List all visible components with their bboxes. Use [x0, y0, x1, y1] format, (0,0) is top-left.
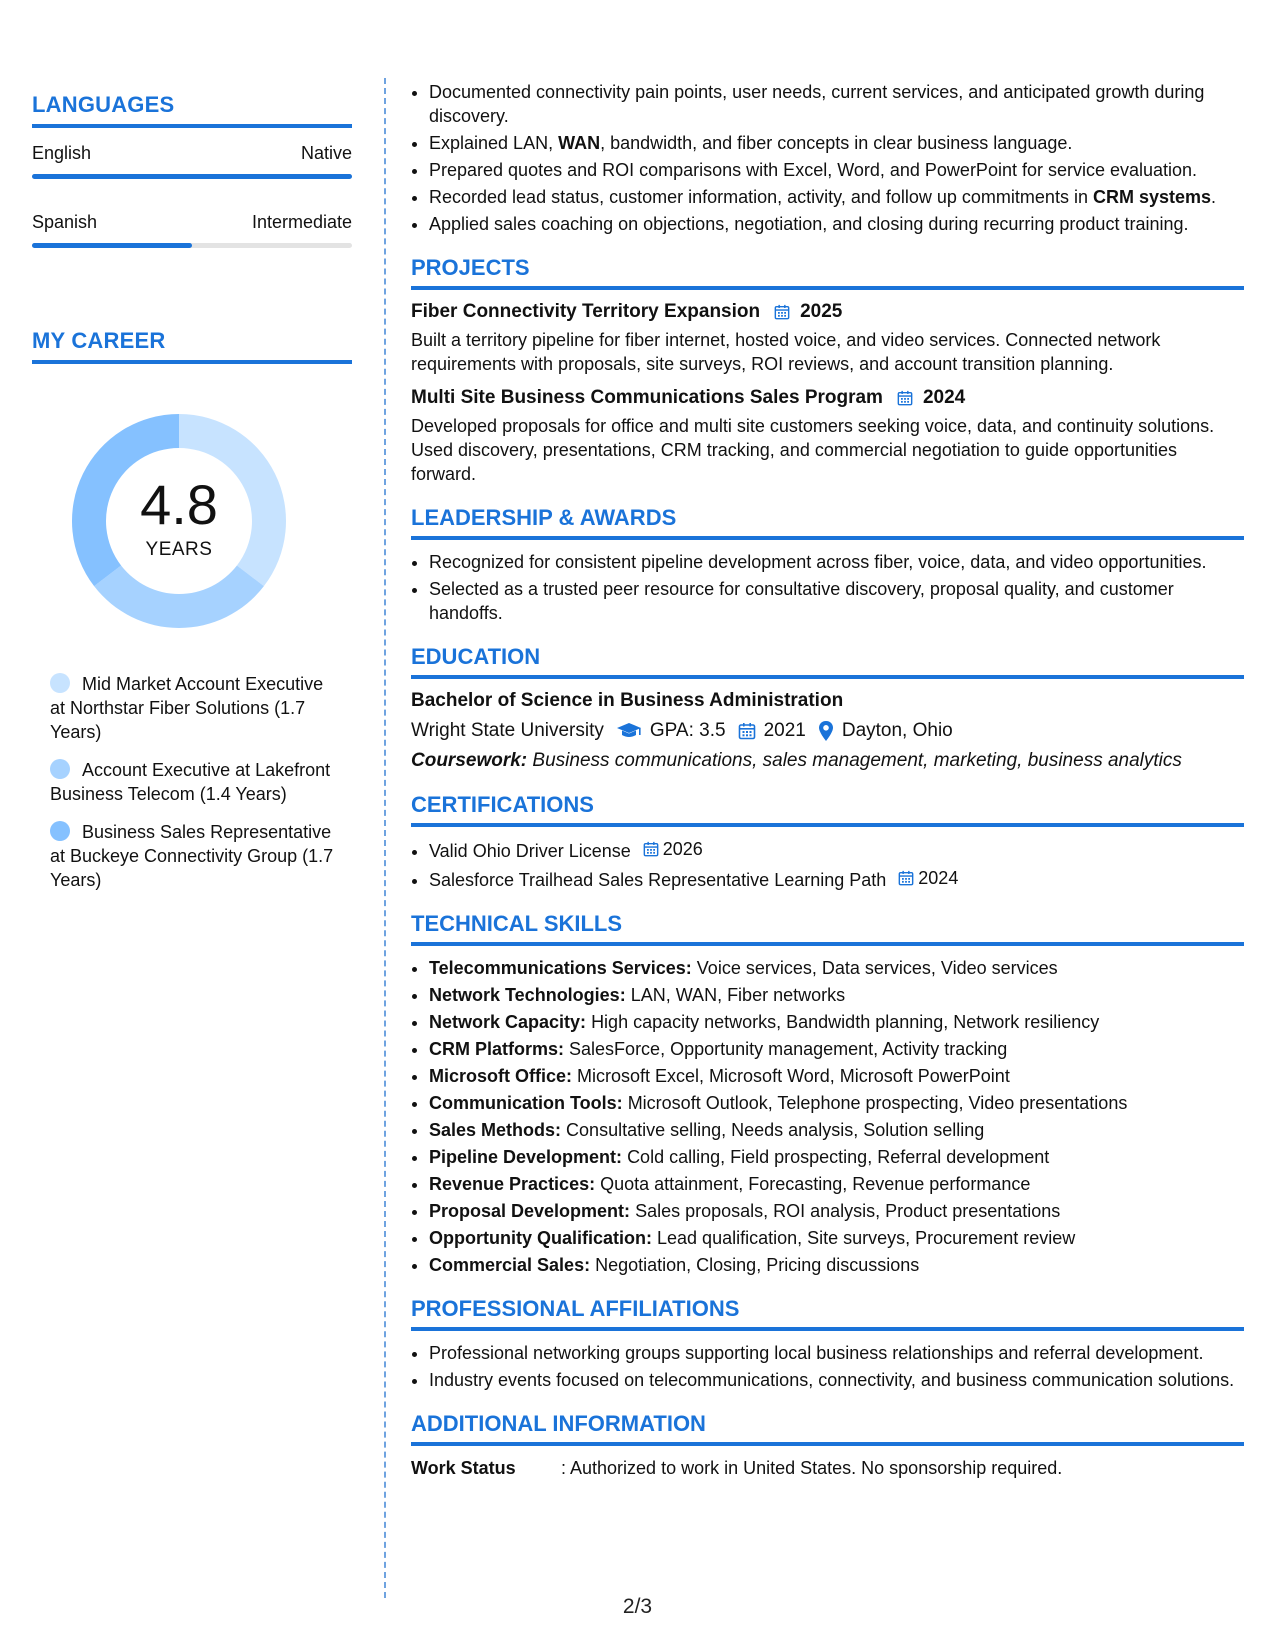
certification-item: [429, 866, 1244, 892]
language-proficiency-fill: [32, 243, 192, 248]
calendar-icon: [898, 870, 914, 886]
career-legend-label: Mid Market Account Executive at Northstar Fiber Solutions (1.7 Years): [50, 674, 324, 742]
affiliations-title: PROFESSIONAL AFFILIATIONS: [411, 1297, 1244, 1331]
certification-year: 2026: [662, 839, 703, 859]
skill-category: Revenue Practices:: [429, 1174, 596, 1194]
skill-category: Sales Methods:: [429, 1120, 562, 1140]
languages-list: [32, 140, 352, 248]
skill-item: [429, 983, 1244, 1007]
graduation-cap-icon: [616, 721, 642, 741]
bullet-text: CRM systems: [1092, 187, 1211, 207]
project-name: Multi Site Business Communications Sales Program: [411, 387, 883, 408]
coursework-text: Business communications, sales management, marketing, business analytics: [532, 750, 1182, 771]
affiliation-item: • Professional networking groups supporting local business relationships and referral development.: [429, 1341, 1244, 1365]
legend-dot: [50, 673, 70, 693]
experience-bullet: [429, 185, 1244, 209]
project-name: Fiber Connectivity Territory Expansion: [411, 301, 761, 322]
coursework-label: Coursework:: [411, 750, 528, 771]
skill-values: Lead qualification, Site surveys, Procurement review: [657, 1228, 1076, 1248]
skill-values: SalesForce, Opportunity management, Activity tracking: [569, 1039, 1008, 1059]
career-donut-chart: [66, 408, 292, 634]
language-proficiency-bar: [32, 174, 352, 179]
calendar-icon: [643, 841, 659, 857]
career-legend-item: [50, 820, 340, 892]
career-legend-label: Account Executive at Lakefront Business Telecom (1.4 Years): [50, 760, 331, 804]
additional-title: ADDITIONAL INFORMATION: [411, 1412, 1244, 1446]
language-level: Intermediate: [251, 211, 352, 232]
calendar-icon: [897, 390, 913, 406]
career-legend-item: [50, 758, 340, 806]
language-row: [32, 209, 352, 235]
languages-title: LANGUAGES: [32, 92, 352, 128]
career-title: MY CAREER: [32, 328, 352, 364]
experience-bullets: [411, 80, 1244, 236]
career-legend: [32, 672, 340, 892]
education-year: 2021: [763, 720, 806, 741]
certification-date: [631, 837, 703, 861]
skill-item: [429, 1118, 1244, 1142]
affiliations-list: [411, 1341, 1244, 1392]
calendar-icon: [774, 304, 790, 320]
career-legend-item: [50, 672, 340, 744]
certification-name: Salesforce Trailhead Sales Representative Learning Path: [429, 870, 887, 890]
career-total-label: YEARS: [145, 539, 213, 560]
skill-values: Quota attainment, Forecasting, Revenue performance: [600, 1174, 1031, 1194]
project-year: 2024: [922, 387, 966, 408]
skill-category: Network Technologies:: [429, 985, 626, 1005]
bullet-text: Explained LAN,: [429, 133, 559, 153]
certification-name: Valid Ohio Driver License: [429, 841, 631, 861]
skill-values: Cold calling, Field prospecting, Referral development: [627, 1147, 1050, 1167]
skill-values: Consultative selling, Needs analysis, Solution selling: [566, 1120, 985, 1140]
education-degree: Bachelor of Science in Business Administration: [411, 690, 844, 711]
bullet-text: .: [1211, 187, 1217, 207]
leadership-item: • Selected as a trusted peer resource for consultative discovery, proposal quality, and customer handoffs.: [429, 577, 1244, 625]
language-name: Spanish: [32, 211, 98, 232]
project-year: 2025: [800, 301, 843, 322]
work-status-value: : Authorized to work in United States. No sponsorship required.: [561, 1458, 1063, 1478]
map-pin-icon: [818, 720, 834, 742]
experience-bullet: [429, 80, 1244, 128]
education-location: Dayton, Ohio: [841, 720, 953, 741]
bullet-text: WAN: [558, 133, 601, 153]
skill-category: Network Capacity:: [429, 1012, 587, 1032]
skill-values: Microsoft Excel, Microsoft Word, Microsoft PowerPoint: [577, 1066, 1010, 1086]
education-title: EDUCATION: [411, 645, 1244, 679]
skill-item: [429, 1253, 1244, 1277]
projects-list: [411, 300, 1244, 486]
leadership-item: • Recognized for consistent pipeline development across fiber, voice, data, and video opportunities.: [429, 550, 1244, 574]
language-proficiency-bar: [32, 243, 352, 248]
certifications-title: CERTIFICATIONS: [411, 793, 1244, 827]
skill-values: Sales proposals, ROI analysis, Product presentations: [635, 1201, 1061, 1221]
experience-bullet: [429, 131, 1244, 155]
skill-item: [429, 1145, 1244, 1169]
left-column: [32, 92, 352, 906]
skill-category: CRM Platforms:: [429, 1039, 565, 1059]
calendar-icon: [738, 722, 756, 740]
language-row: [32, 140, 352, 166]
skill-category: Commercial Sales:: [429, 1255, 591, 1275]
work-status-row: [411, 1456, 1244, 1480]
certification-date: [886, 866, 958, 890]
skills-title: TECHNICAL SKILLS: [411, 912, 1244, 946]
bullet-text: Documented connectivity pain points, user needs, current services, and anticipated growth during discovery.: [429, 82, 1205, 126]
education-gpa: GPA: 3.5: [649, 720, 726, 741]
skill-category: Microsoft Office:: [429, 1066, 573, 1086]
skill-category: Pipeline Development:: [429, 1147, 623, 1167]
skill-item: [429, 1064, 1244, 1088]
language-name: English: [32, 142, 92, 163]
skill-item: [429, 1199, 1244, 1223]
skill-item: [429, 956, 1244, 980]
skill-values: High capacity networks, Bandwidth planning, Network resiliency: [591, 1012, 1100, 1032]
right-column: [411, 80, 1244, 1480]
skill-category: Communication Tools:: [429, 1093, 623, 1113]
skill-values: Voice services, Data services, Video services: [696, 958, 1058, 978]
certification-item: [429, 837, 1244, 863]
language-proficiency-fill: [32, 174, 352, 179]
skill-category: Opportunity Qualification:: [429, 1228, 652, 1248]
skill-category: Telecommunications Services:: [429, 958, 692, 978]
skill-item: [429, 1010, 1244, 1034]
projects-title: PROJECTS: [411, 256, 1244, 290]
certifications-list: [411, 837, 1244, 892]
project-header: [411, 386, 1244, 410]
legend-dot: [50, 821, 70, 841]
bullet-text: , bandwidth, and fiber concepts in clear business language.: [600, 133, 1073, 153]
experience-bullet: [429, 212, 1244, 236]
skill-category: Proposal Development:: [429, 1201, 631, 1221]
skill-item: [429, 1091, 1244, 1115]
project-description: Developed proposals for office and multi site customers seeking voice, data, and continuity solutions. Used discovery, presentations, CRM tracking, and commercial negotiation to guide opportunities forward.: [411, 416, 1215, 484]
bullet-text: Prepared quotes and ROI comparisons with Excel, Word, and PowerPoint for service evaluation.: [429, 160, 1198, 180]
career-total-value: 4.8: [140, 473, 218, 536]
skill-item: [429, 1172, 1244, 1196]
bullet-text: Recorded lead status, customer information, activity, and follow up commitments in: [429, 187, 1093, 207]
certification-year: 2024: [918, 868, 959, 888]
work-status-label: Work Status: [411, 1458, 516, 1478]
legend-dot: [50, 759, 70, 779]
column-divider: [384, 78, 386, 1598]
project-description: Built a territory pipeline for fiber internet, hosted voice, and video services. Connected network requirements with proposals, site surveys, ROI reviews, and account transition planning.: [411, 330, 1161, 374]
affiliation-item: • Industry events focused on telecommunications, connectivity, and business communication solutions.: [429, 1368, 1244, 1392]
skill-item: [429, 1226, 1244, 1250]
page-number: 2/3: [622, 1595, 653, 1618]
education-school: Wright State University: [411, 720, 604, 741]
language-level: Native: [300, 142, 352, 163]
leadership-title: LEADERSHIP & AWARDS: [411, 506, 1244, 540]
skills-list: [411, 956, 1244, 1277]
skill-values: Microsoft Outlook, Telephone prospecting, Video presentations: [627, 1093, 1128, 1113]
project-header: [411, 300, 1244, 324]
education-coursework: [411, 749, 1244, 773]
bullet-text: Applied sales coaching on objections, negotiation, and closing during recurring product training.: [429, 214, 1189, 234]
experience-bullet: [429, 158, 1244, 182]
leadership-list: [411, 550, 1244, 625]
skill-values: Negotiation, Closing, Pricing discussions: [595, 1255, 920, 1275]
skill-item: [429, 1037, 1244, 1061]
education-details: [411, 719, 1244, 743]
career-legend-label: Business Sales Representative at Buckeye Connectivity Group (1.7 Years): [50, 822, 334, 890]
skill-values: LAN, WAN, Fiber networks: [630, 985, 846, 1005]
